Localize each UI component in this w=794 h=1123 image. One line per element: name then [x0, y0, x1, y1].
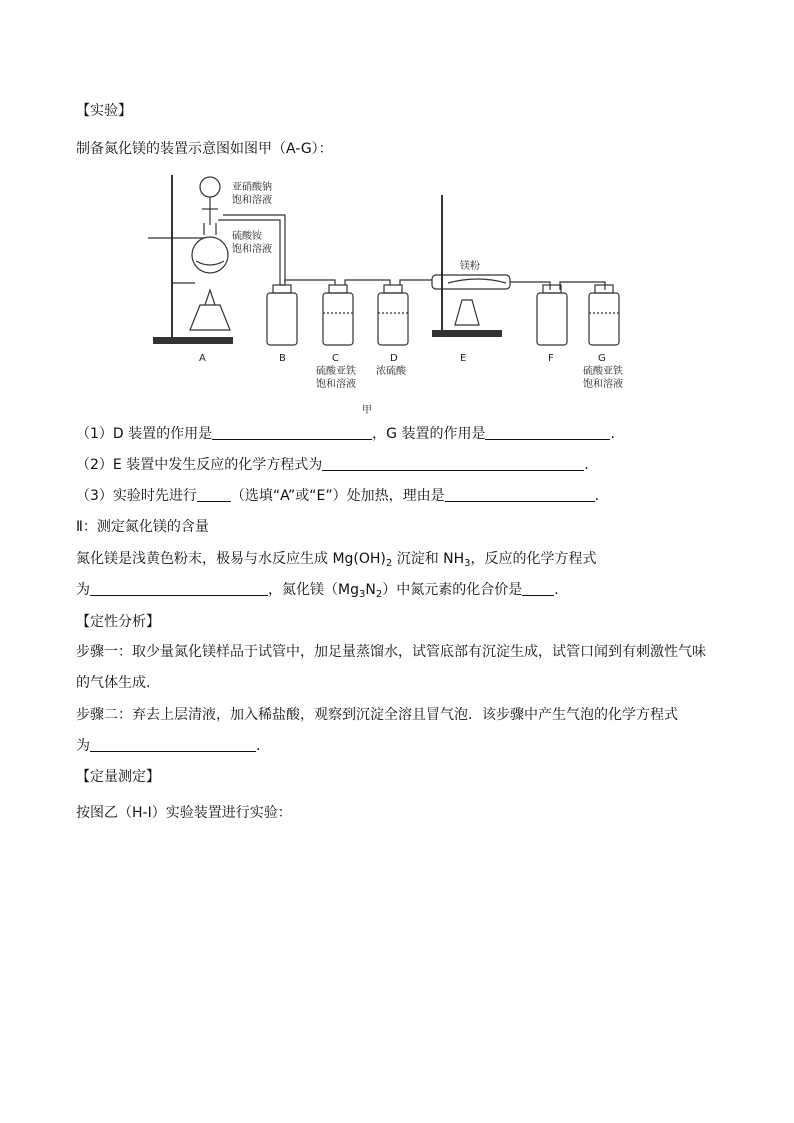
step-1-line-1: 步骤一：取少量氮化镁样品于试管中，加足量蒸馏水，试管底部有沉淀生成，试管口闻到有刺激性气味 — [76, 644, 706, 660]
part-2-heading: Ⅱ：测定氮化镁的含量 — [76, 519, 209, 535]
answer-blank[interactable] — [197, 487, 231, 502]
answer-blank[interactable] — [485, 425, 610, 440]
answer-blank[interactable] — [445, 487, 595, 502]
step-2-line-2: 为 . — [76, 738, 261, 754]
label-C-desc-1: 硫酸亚铁 — [316, 366, 356, 377]
label-G: G — [598, 353, 606, 364]
answer-blank[interactable] — [90, 737, 256, 752]
step-1-line-2: 的气体生成. — [76, 675, 151, 691]
section-quantitative-heading: 【定量测定】 — [76, 769, 160, 785]
label-G-desc-2: 饱和溶液 — [583, 379, 623, 390]
section-qualitative-heading: 【定性分析】 — [76, 614, 160, 630]
label-F: F — [548, 353, 554, 364]
label-mid-reagent-1: 硫酸铵 — [232, 231, 262, 242]
label-D: D — [390, 353, 398, 364]
label-G-desc-1: 硫酸亚铁 — [583, 366, 623, 377]
intro-text: 制备氮化镁的装置示意图如图甲（A-G）： — [76, 141, 333, 157]
answer-blank[interactable] — [212, 425, 372, 440]
label-mid-reagent-2: 饱和溶液 — [232, 244, 272, 255]
section-experiment-heading: 【实验】 — [76, 103, 132, 119]
label-mg-powder: 镁粉 — [460, 261, 480, 272]
label-C: C — [332, 353, 339, 364]
question-3: （3）实验时先进行 （选填“A”或“E”）处加热，理由是 . — [76, 488, 600, 504]
answer-blank[interactable] — [522, 581, 554, 596]
label-E: E — [460, 353, 467, 364]
label-top-reagent-2: 饱和溶液 — [232, 195, 272, 206]
label-C-desc-2: 饱和溶液 — [316, 379, 356, 390]
label-D-desc: 浓硫酸 — [376, 366, 406, 377]
question-2: （2）E 装置中发生反应的化学方程式为 . — [76, 457, 589, 473]
step-2-line-1: 步骤二：弃去上层清液，加入稀盐酸，观察到沉淀全溶且冒气泡．该步骤中产生气泡的化学方程式 — [76, 707, 678, 723]
answer-blank[interactable] — [90, 581, 268, 596]
diagram-caption: 甲 — [362, 405, 372, 416]
label-A: A — [199, 353, 206, 364]
answer-blank[interactable] — [322, 456, 584, 471]
question-1: （1）D 装置的作用是 ，G 装置的作用是 . — [76, 426, 615, 442]
last-line: 按图乙（H-I）实验装置进行实验： — [76, 805, 292, 821]
paragraph-line-2: 为 ，氮化镁$(Mg_3N_2)$中氮元素的化合价是 . — [76, 582, 559, 600]
label-top-reagent-1: 亚硝酸钠 — [232, 182, 272, 193]
apparatus-diagram — [0, 165, 794, 425]
label-B: B — [279, 353, 286, 364]
paragraph-line-1: 氮化镁是浅黄色粉末，极易与水反应生成 $Mg(OH)_2$ 沉淀和 $NH_3$，反应的化学方程式 — [76, 551, 597, 569]
